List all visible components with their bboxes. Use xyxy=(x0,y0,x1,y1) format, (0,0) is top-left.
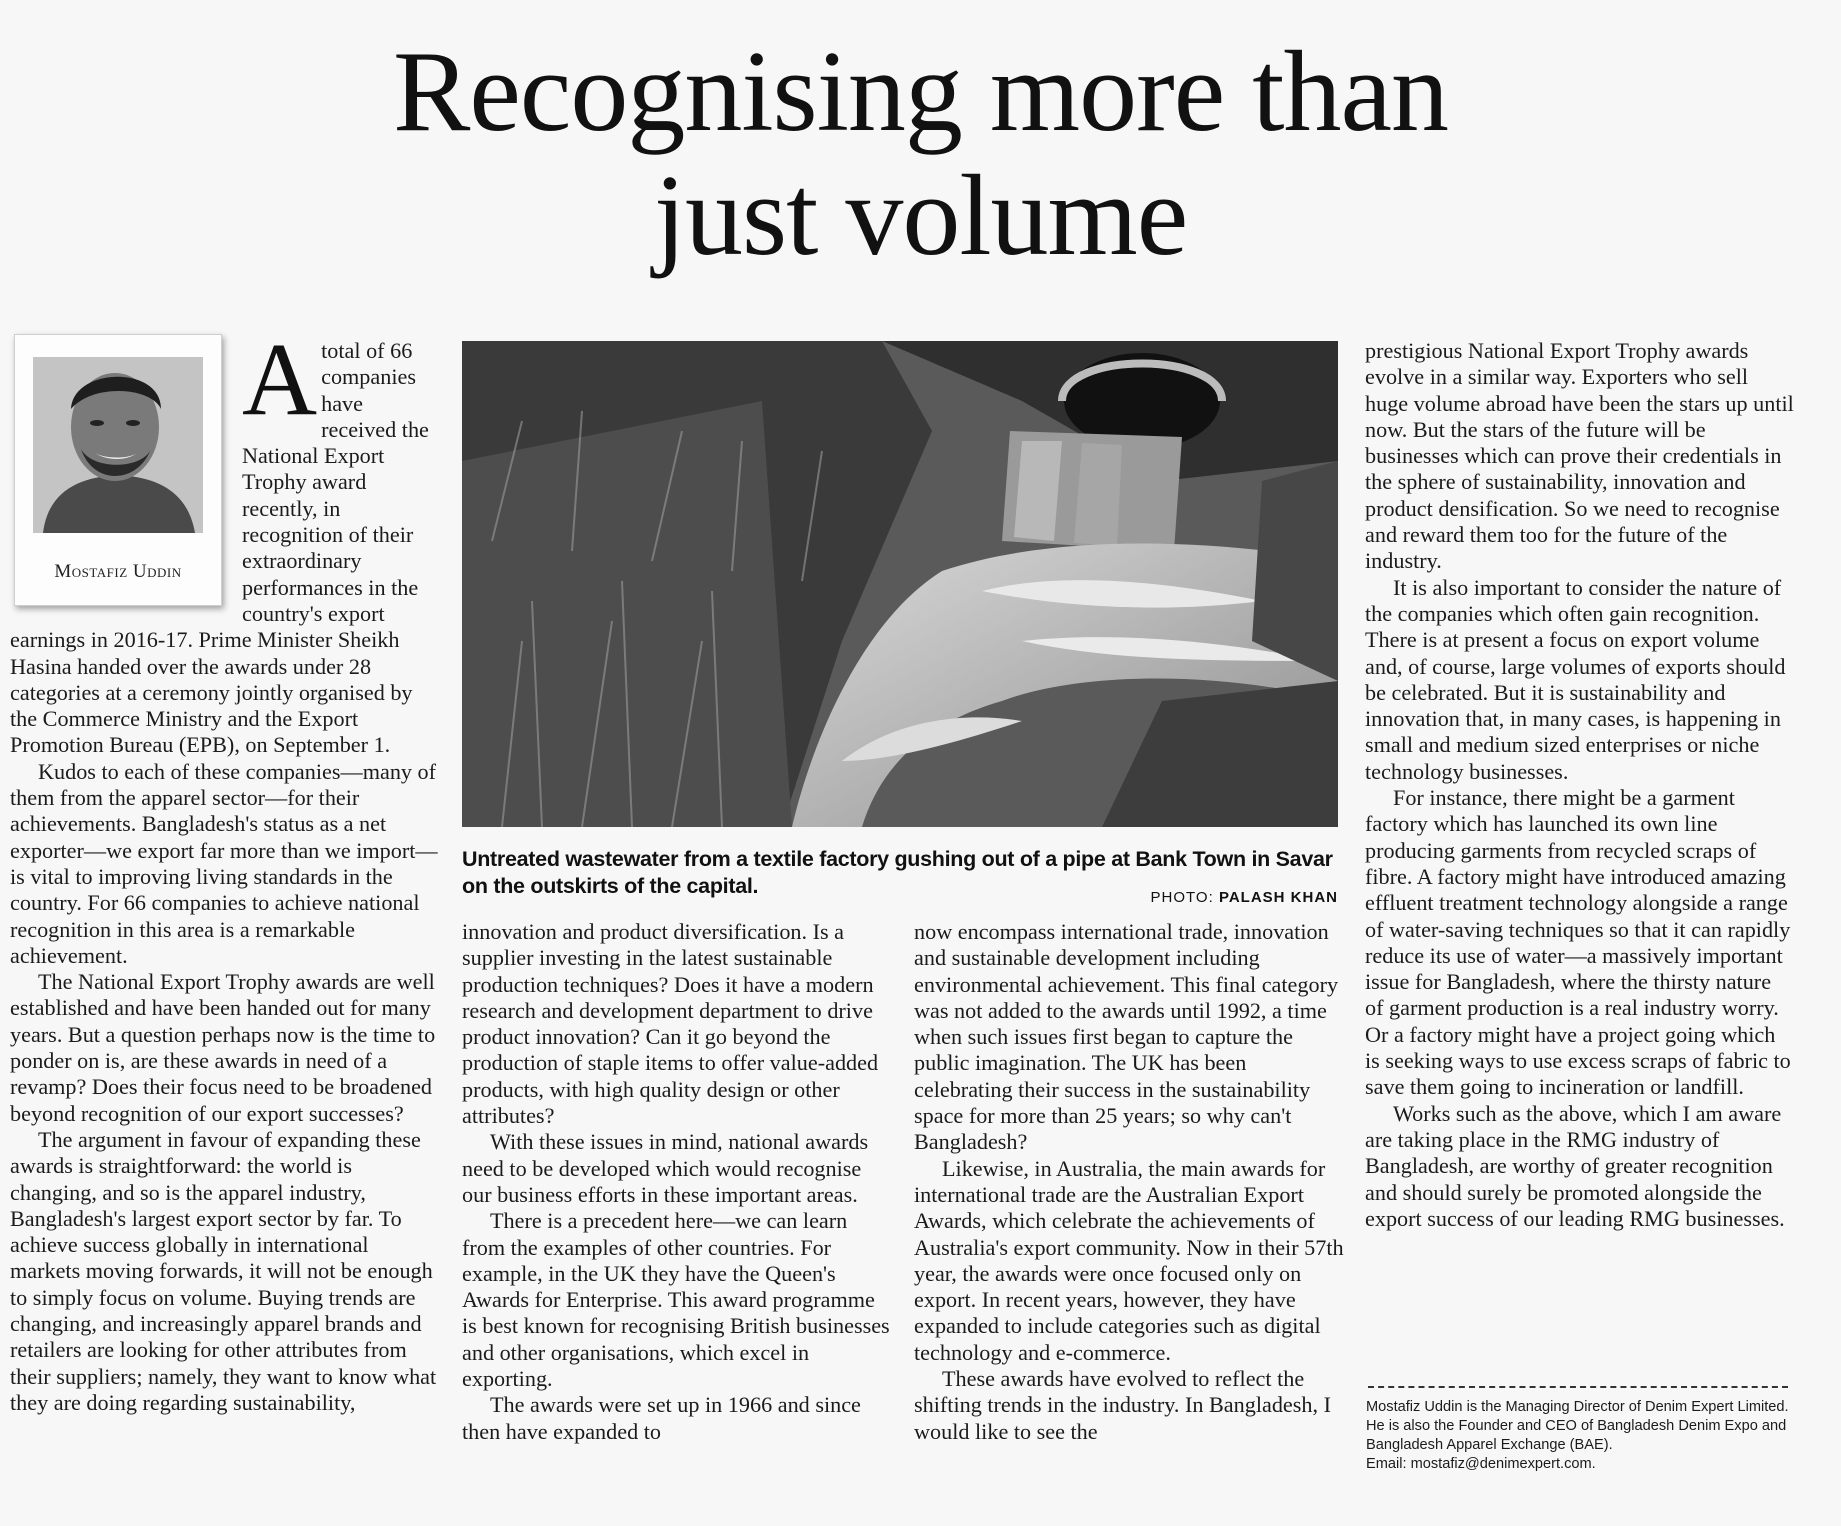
author-email: Email: mostafiz@denimexpert.com. xyxy=(1366,1456,1596,1472)
paragraph: The National Export Trophy awards are well established and have been handed out for many years. But a question perhaps now is the time to ponder on is, are these awards in need of a revamp? Does their focus need to be broadened beyond recognition of our export successes? xyxy=(10,969,436,1126)
paragraph: Atotal of 66 companies have received the National Export Trophy award recently, in recognition of their extraordinary performances in the country's export earnings in 2016-17. Prime Minister Sheikh Hasina handed over the awards under 28 categories at a ceremony jointly organised by the Commerce Ministry and the Export Promotion Bureau (EPB), on September 1. xyxy=(10,322,429,758)
photo-credit xyxy=(1151,889,1338,906)
author-name: Mostafiz Uddin xyxy=(54,561,182,582)
author-portrait xyxy=(33,357,203,533)
drop-cap: A xyxy=(242,322,318,437)
author-box xyxy=(14,334,222,606)
photo-credit-label: PHOTO: xyxy=(1150,889,1214,906)
author-bio xyxy=(1366,1398,1796,1474)
paragraph: Likewise, in Australia, the main awards for international trade are the Australian Export Awards, which celebrate the achievements of Australia's export community. Now in their 57th year, the awards were once focused only on export. In recent years, however, they have expanded to include categories such as digital technology and e-commerce. xyxy=(914,1155,1344,1365)
author-bio-text: Mostafiz Uddin is the Managing Director of Denim Expert Limited. He is also the Founder and CEO of Bangladesh Denim Expo and Bangladesh Apparel Exchange (BAE). xyxy=(1366,1399,1789,1453)
paragraph: For instance, there might be a garment factory which has launched its own line producing garments from recycled scraps of fibre. A factory might have introduced amazing effluent treatment technology alongside a range of water-saving techniques so that it can rapidly reduce its use of water—a massively important issue for Bangladesh, where the thirsty nature of garment production is a real industry worry. Or a factory might have a project going which is seeking ways to use excess scraps of fabric to save them going to incineration or landfill. xyxy=(1365,785,1791,1100)
paragraph: now encompass international trade, innovation and sustainable development including environmental achievement. This final category was not added to the awards until 1992, a time when such issues first began to capture the public imagination. The UK has been celebrating their success in the sustainability space for more than 25 years; so why can't Bangladesh? xyxy=(914,919,1339,1155)
column-2 xyxy=(462,919,892,1445)
divider xyxy=(1368,1386,1788,1388)
paragraph: innovation and product diversification. Is a supplier investing in the latest sustainable production techniques? Does it have a modern research and development department to drive product innovation? Can it go beyond the production of staple items to offer value-added products, with high quality design or other attributes? xyxy=(462,919,879,1129)
paragraph: There is a precedent here—we can learn from the examples of other countries. For example, in the UK they have the Queen's Awards for Enterprise. This award programme is best known for recognising British businesses and other organisations, which excel in exporting. xyxy=(462,1208,890,1392)
paragraph: These awards have evolved to reflect the shifting trends in the industry. In Bangladesh, I would like to see the xyxy=(914,1366,1331,1444)
paragraph: With these issues in mind, national awards need to be developed which would recognise our business efforts in these important areas. xyxy=(462,1129,869,1207)
paragraph: The argument in favour of expanding these awards is straightforward: the world is changing, and so is the apparel industry, Bangladesh's largest export sector by far. To achieve success globally in international markets moving forwards, it will not be enough to simply focus on volume. Buying trends are changing, and increasingly apparel brands and retailers are looking for other attributes from their suppliers; namely, they want to know what they are doing regarding sustainability, xyxy=(10,1126,437,1415)
column-4 xyxy=(1365,338,1795,1232)
column-1 xyxy=(10,322,440,1416)
headline-line-1: Recognising more than xyxy=(392,28,1448,156)
paragraph: It is also important to consider the nature of the companies which often gain recognition. There is at present a focus on export volume and, of course, large volumes of exports should be celebrated. But it is sustainability and innovation that, in many cases, is happening in small and medium sized enterprises or niche technology businesses. xyxy=(1365,574,1786,784)
photo-caption: Untreated wastewater from a textile factory gushing out of a pipe at Bank Town in Savar on the outskirts of the capital. xyxy=(462,847,1333,898)
paragraph: The awards were set up in 1966 and since then have expanded to xyxy=(462,1392,861,1444)
column-3 xyxy=(914,919,1344,1445)
paragraph: Works such as the above, which I am aware are taking place in the RMG industry of Bangladesh, are worthy of greater recognition and should surely be promoted alongside the export success of our leading RMG businesses. xyxy=(1365,1100,1785,1231)
paragraph: prestigious National Export Trophy awards evolve in a similar way. Exporters who sell huge volume abroad have been the stars up until now. But the stars of the future will be businesses which can prove their credentials in the sphere of sustainability, innovation and product densification. So we need to recognise and reward them too for the future of the industry. xyxy=(1365,338,1794,574)
paragraph: Kudos to each of these companies—many of them from the apparel sector—for their achievements. Bangladesh's status as a net exporter—we export far more than we import—is vital to improving living standards in the country. For 66 companies to achieve national recognition in this area is a remarkable achievement. xyxy=(10,758,438,968)
news-photo xyxy=(462,341,1338,827)
photo-credit-name: PALASH KHAN xyxy=(1218,889,1338,906)
headline xyxy=(0,30,1841,278)
headline-line-2: just volume xyxy=(653,152,1188,280)
